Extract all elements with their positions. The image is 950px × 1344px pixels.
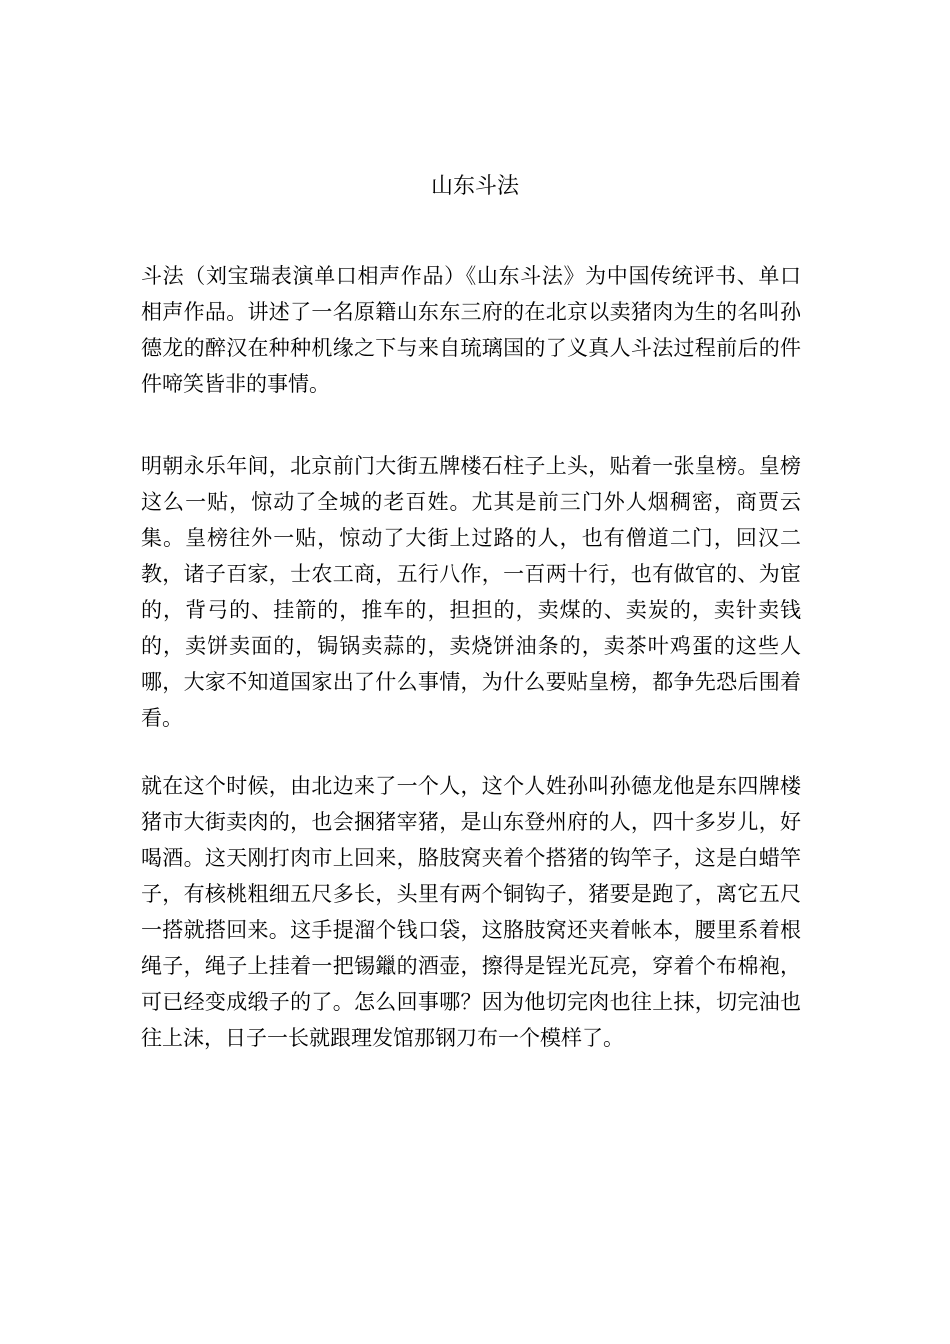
page-title: 山东斗法 (430, 174, 519, 199)
paragraph-imperial-notice: 明朝永乐年间，北京前门大街五牌楼石柱子上头，贴着一张皇榜。皇榜这么一贴，惊动了全城的老百姓。尤其是前三门外人烟稠密，商贾云集。皇榜往外一贴，惊动了大街上过路的人，也有僧道二门，回汉二教，诸子百家，士农工商，五行八作，一百两十行，也有做官的、为宦的，背弓的、挂箭的，推车的，担担的，卖煤的、卖炭的，卖针卖钱的，卖饼卖面的，锔锅卖蒜的，卖烧饼油条的，卖茶叶鸡蛋的这些人哪，大家不知道国家出了什么事情，为什么要贴皇榜，都争先恐后围着看。 (141, 454, 801, 730)
paragraph-sun-delong: 就在这个时候，由北边来了一个人，这个人姓孙叫孙德龙他是东四牌楼猪市大街卖肉的，也会捆猪宰猪，是山东登州府的人，四十多岁儿，好喝酒。这天刚打肉市上回来，胳肢窝夹着个搭猪的钩竿子，这是白蜡竿子，有核桃粗细五尺多长，头里有两个铜钩子，猪要是跑了，离它五尺一搭就搭回来。这手提溜个钱口袋，这胳肢窝还夹着帐本，腰里系着根绳子，绳子上挂着一把锡鑞的酒壶，擦得是锃光瓦亮，穿着个布棉袍，可已经变成缎子的了。怎么回事哪？因为他切完肉也往上抹，切完油也往上沫，日子一长就跟理发馆那钢刀布一个模样了。 (141, 774, 801, 1050)
paragraph-intro: 斗法（刘宝瑞表演单口相声作品）《山东斗法》为中国传统评书、单口相声作品。讲述了一名原籍山东东三府的在北京以卖猪肉为生的名叫孙德龙的醉汉在种种机缘之下与来自琉璃国的了义真人斗法过程前后的件件啼笑皆非的事情。 (141, 264, 801, 396)
